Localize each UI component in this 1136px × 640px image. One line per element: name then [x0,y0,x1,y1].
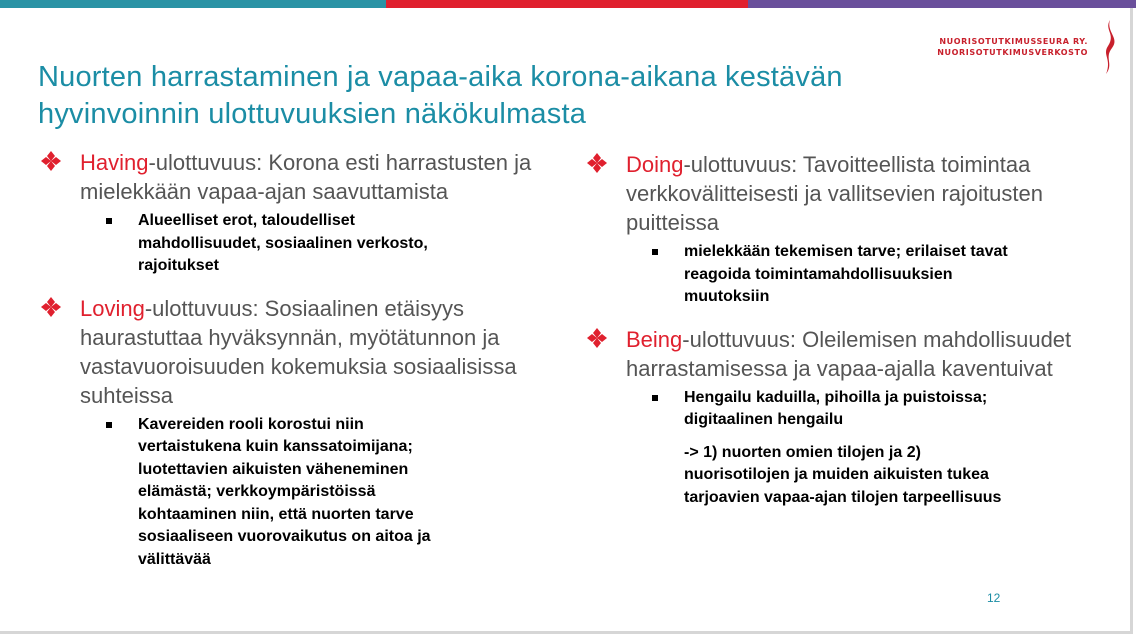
square-bullet-icon [652,249,658,255]
logo-line-1: NUORISOTUTKIMUSSEURA RY. [939,37,1088,46]
having-item [38,148,538,278]
organization-logo-text [937,36,1088,58]
top-bar-purple [748,0,1136,8]
being-item [584,325,1114,510]
loving-heading [80,294,538,410]
diamond-bullet-icon [40,296,62,318]
top-bar-red [386,0,748,8]
diamond-bullet-icon [40,150,62,172]
title-line-2: hyvinvoinnin ulottuvuuksien näkökulmasta [38,98,587,130]
diamond-bullet-icon [586,327,608,349]
being-text: -ulottuvuus: Oleilemisen mahdollisuudet harrastamisessa ja vapaa-ajalla kaventuivat [626,326,1072,381]
doing-text: -ulottuvuus: Tavoitteellista toimintaa verkkovälitteisesti ja vallitsevien rajoitusten puitteissa [626,152,1043,235]
having-subitem [80,210,538,278]
diamond-bullet-icon [586,152,608,174]
square-bullet-icon [652,395,658,401]
loving-text: -ulottuvuus: Sosiaalinen etäisyys haurastuttaa hyväksynnän, myötätunnon ja vastavuoroisuuden kokemuksia sosiaalisissa suhteissa [80,295,517,408]
having-text: -ulottuvuus: Korona esti harrastusten ja mielekkään vapaa-ajan saavuttamista [80,150,532,204]
top-bar-teal [0,0,386,8]
flame-s-logo-icon [1094,18,1124,76]
doing-subtext: mielekkään tekemisen tarve; erilaiset tavat reagoida toimintamahdollisuuksien muutoksiin [684,243,1008,305]
being-subtext: Hengailu kaduilla, pihoilla ja puistoissa; digitaalinen hengailu [684,388,988,428]
slide-title [38,59,1038,133]
loving-subitem [80,414,538,572]
being-heading [626,325,1114,383]
doing-heading [626,150,1114,237]
having-heading [80,148,538,206]
loving-item [38,294,538,572]
being-note: -> 1) nuorten omien tilojen ja 2) nuorisotilojen ja muiden aikuisten tukea tarjoavien vapaa-ajan tilojen tarpeellisuus [684,443,1002,506]
doing-keyword: Doing [626,152,684,177]
square-bullet-icon [106,422,112,428]
having-keyword: Having [80,150,149,175]
being-keyword: Being [626,326,683,352]
being-subitem [626,387,1114,432]
left-column [38,148,538,571]
doing-subitem [626,241,1114,309]
having-subtext: Alueelliset erot, taloudelliset mahdollisuudet, sosiaalinen verkosto, rajoitukset [138,212,428,274]
square-bullet-icon [106,218,112,224]
loving-subtext: Kavereiden rooli korostui niin vertaistukena kuin kanssatoimijana; luotettavien aikuisten väheneminen elämästä; verkkoympäristöissä kohtaaminen niin, että nuorten tarve sosiaaliseen vuorovaikutus on aitoa ja välittävää [138,415,431,568]
loving-keyword: Loving [80,295,145,321]
logo-line-2: NUORISOTUTKIMUSVERKOSTO [937,48,1088,57]
title-line-1: Nuorten harrastaminen ja vapaa-aika korona-aikana kestävän [38,61,843,93]
page-number: 12 [987,591,1001,605]
doing-item [584,150,1114,309]
right-column [584,150,1114,509]
